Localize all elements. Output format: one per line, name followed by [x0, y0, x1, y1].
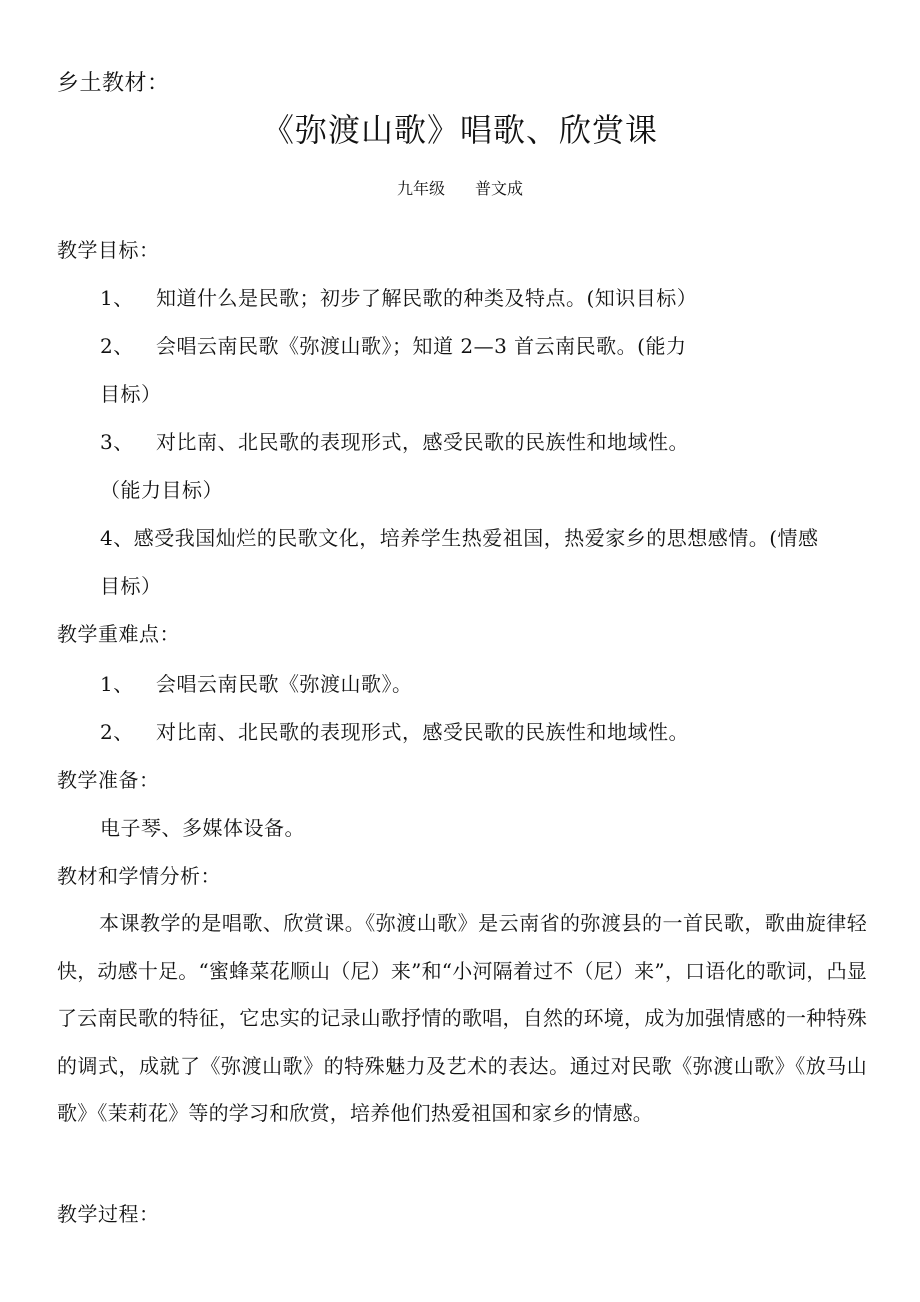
- objective-text: 对比南、北民歌的表现形式，感受民歌的民族性和地域性。: [156, 430, 689, 454]
- objective-number: 4、: [100, 526, 134, 550]
- preparation-text: 电子琴、多媒体设备。: [100, 816, 305, 840]
- objective-continuation: 目标）: [100, 382, 162, 406]
- key-point-item-2: [100, 718, 689, 746]
- objective-item-4: [100, 524, 819, 552]
- key-point-text: 对比南、北民歌的表现形式，感受民歌的民族性和地域性。: [156, 720, 689, 744]
- key-point-text: 会唱云南民歌《弥渡山歌》。: [156, 672, 413, 696]
- objective-item-3: [100, 428, 689, 456]
- author-name: 普文成: [475, 179, 524, 198]
- key-point-item-1: [100, 670, 413, 698]
- objective-number: 2、: [100, 334, 134, 358]
- objective-continuation: 目标）: [100, 574, 162, 598]
- objective-number: 3、: [100, 430, 134, 454]
- process-heading: 教学过程：: [57, 1202, 160, 1226]
- key-point-number: 1、: [100, 672, 134, 696]
- analysis-heading: 教材和学情分析：: [57, 864, 221, 888]
- byline: [0, 178, 920, 200]
- objective-text: 知道什么是民歌；初步了解民歌的种类及特点。(知识目标）: [156, 286, 698, 310]
- objective-number: 1、: [100, 286, 134, 310]
- grade-label: 九年级: [396, 179, 445, 198]
- objective-text: 会唱云南民歌《弥渡山歌》；知道 2—3 首云南民歌。(能力: [156, 334, 687, 358]
- objective-item-2: [100, 332, 686, 360]
- page-title: 《弥渡山歌》唱歌、欣赏课: [261, 111, 658, 149]
- objective-text: 感受我国灿烂的民歌文化，培养学生热爱祖国，热爱家乡的思想感情。(情感: [133, 526, 819, 550]
- objective-continuation: （能力目标）: [100, 478, 223, 502]
- section-label: 乡土教材：: [57, 71, 170, 96]
- objectives-heading: 教学目标：: [57, 238, 160, 262]
- objective-item-1: [100, 284, 697, 312]
- analysis-paragraph: 本课教学的是唱歌、欣赏课。《弥渡山歌》是云南省的弥渡县的一首民歌，歌曲旋律轻快，动感十足。“蜜蜂菜花顺山（尼）来”和“小河隔着过不（尼）来”，口语化的歌词，凸显了云南民歌的特征，它忠实的记录山歌抒情的歌唱，自然的环境，成为加强情感的一种特殊的调式，成就了《弥渡山歌》的特殊魅力及艺术的表达。通过对民歌《弥渡山歌》《放马山歌》《茉莉花》等的学习和欣赏，培养他们热爱祖国和家乡的情感。: [57, 911, 867, 1125]
- preparation-heading: 教学准备：: [57, 768, 160, 792]
- key-point-number: 2、: [100, 720, 134, 744]
- key-points-heading: 教学重难点：: [57, 622, 180, 646]
